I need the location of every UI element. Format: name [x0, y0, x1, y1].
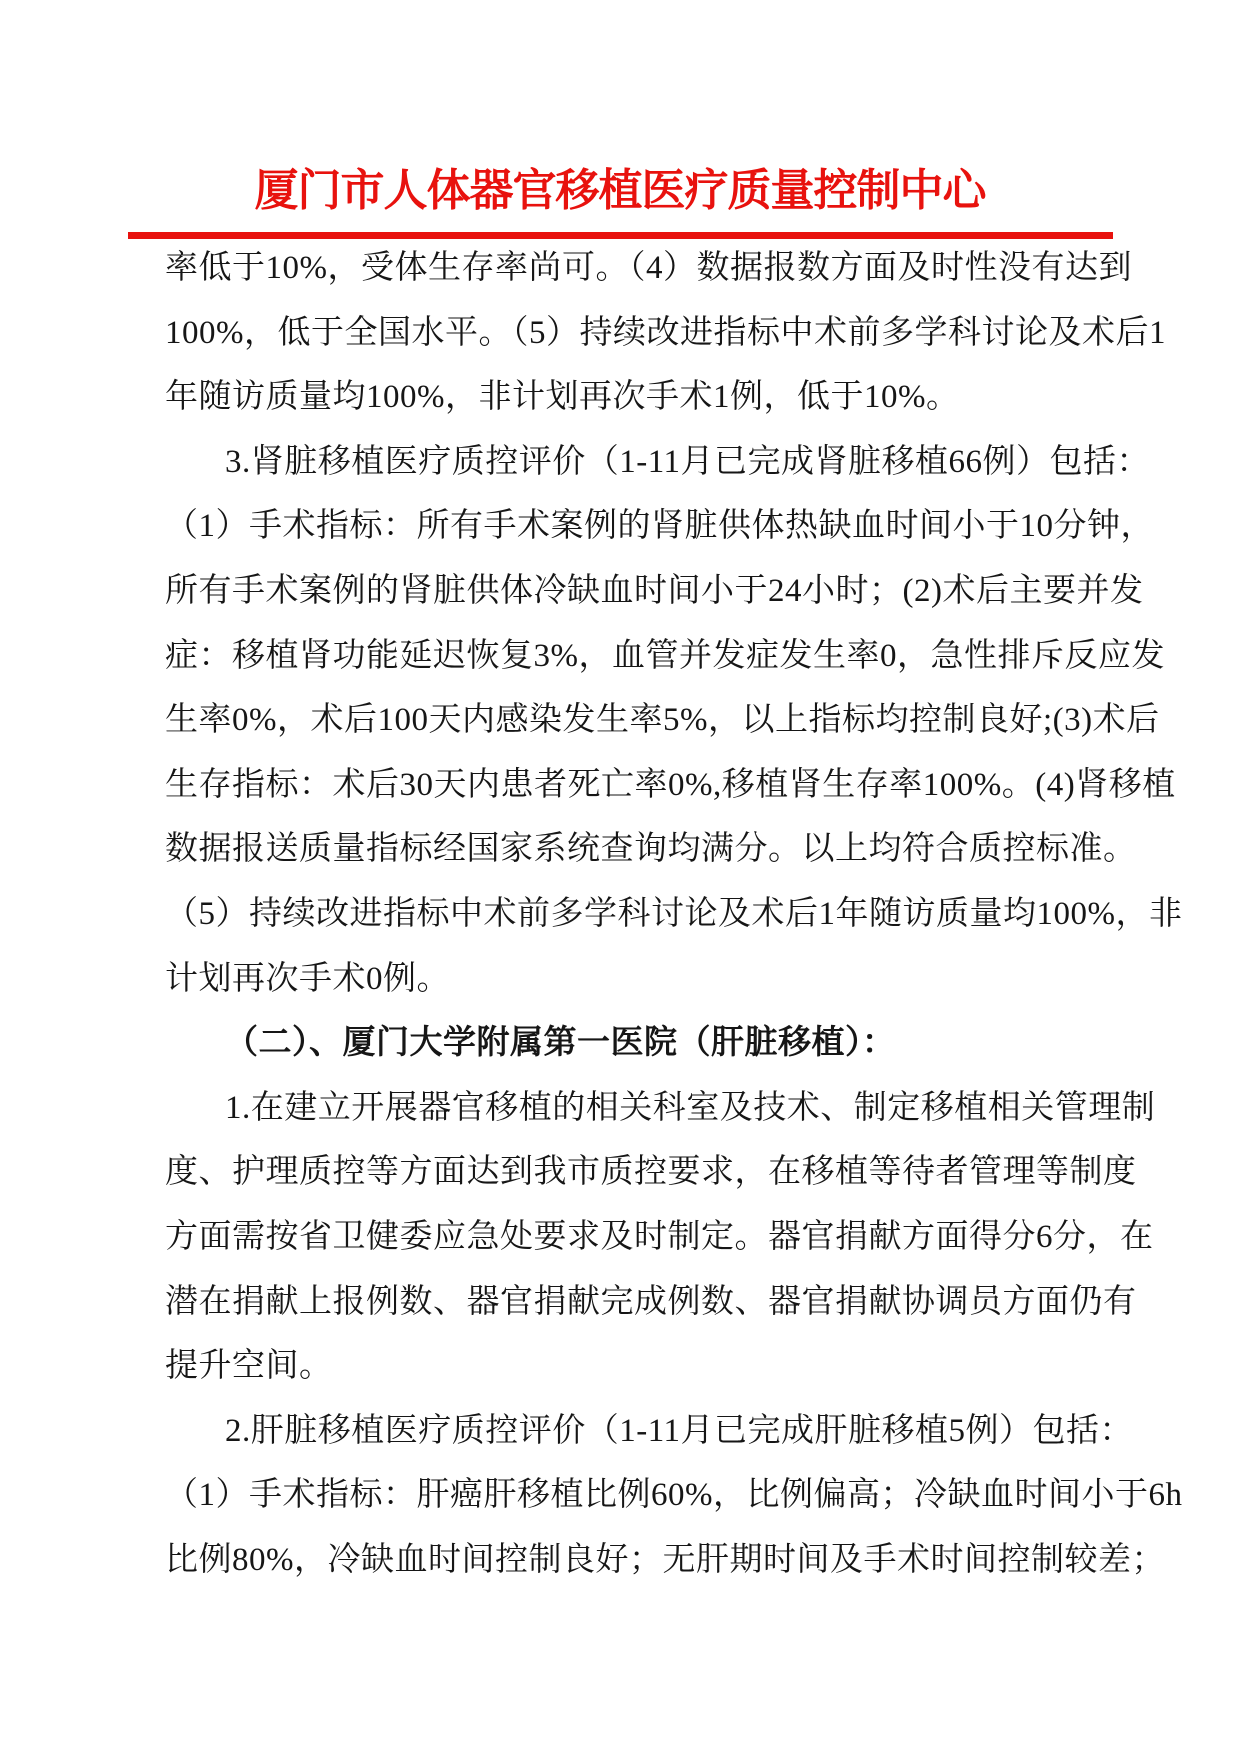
list-item-line: 3.肾脏移植医疗质控评价（1-11月已完成肾脏移植66例）包括： [225, 443, 1151, 480]
body-line: 率低于10%，受体生存率尚可。（4）数据报数方面及时性没有达到 [165, 250, 1132, 286]
body-line: （1）手术指标：所有手术案例的肾脏供体热缺血时间小于10分钟， [165, 508, 1154, 545]
section-heading: （二）、厦门大学附属第一医院（肝脏移植）： [225, 1025, 896, 1062]
body-line: 提升空间。 [165, 1348, 333, 1385]
body-line: 年随访质量均100%，非计划再次手术1例，低于10%。 [165, 379, 960, 416]
body-line: 所有手术案例的肾脏供体冷缺血时间小于24小时；(2)术后主要并发 [165, 572, 1144, 609]
body-line: 生存指标：术后30天内患者死亡率0%,移植肾生存率100%。(4)肾移植 [165, 766, 1176, 803]
document-title: 厦门市人体器官移植医疗质量控制中心 [254, 166, 986, 215]
body-line: 100%，低于全国水平。（5）持续改进指标中术前多学科讨论及术后1 [165, 314, 1166, 351]
body-line: （1）手术指标：肝癌肝移植比例60%，比例偏高；冷缺血时间小于6h [165, 1477, 1183, 1514]
list-item-line: 2.肝脏移植医疗质控评价（1-11月已完成肝脏移植5例）包括： [225, 1412, 1134, 1449]
body-line: 方面需按省卫健委应急处要求及时制定。器官捐献方面得分6分，在 [165, 1218, 1154, 1255]
document-body [165, 236, 1183, 1592]
body-line: 症：移植肾功能延迟恢复3%，血管并发症发生率0，急性排斥反应发 [165, 637, 1165, 674]
body-line: （5）持续改进指标中术前多学科讨论及术后1年随访质量均100%，非 [165, 895, 1183, 932]
body-line: 潜在捐献上报例数、器官捐献完成例数、器官捐献协调员方面仍有 [165, 1283, 1137, 1320]
list-item-line: 1.在建立开展器官移植的相关科室及技术、制定移植相关管理制 [225, 1089, 1156, 1126]
body-line: 数据报送质量指标经国家系统查询均满分。以上均符合质控标准。 [165, 831, 1137, 868]
body-line: 生率0%，术后100天内感染发生率5%，以上指标均控制良好;(3)术后 [165, 702, 1160, 739]
body-line: 度、护理质控等方面达到我市质控要求，在移植等待者管理等制度 [165, 1154, 1137, 1191]
body-line: 比例80%，冷缺血时间控制良好；无肝期时间及手术时间控制较差； [165, 1541, 1165, 1578]
body-line: 计划再次手术0例。 [165, 960, 450, 997]
